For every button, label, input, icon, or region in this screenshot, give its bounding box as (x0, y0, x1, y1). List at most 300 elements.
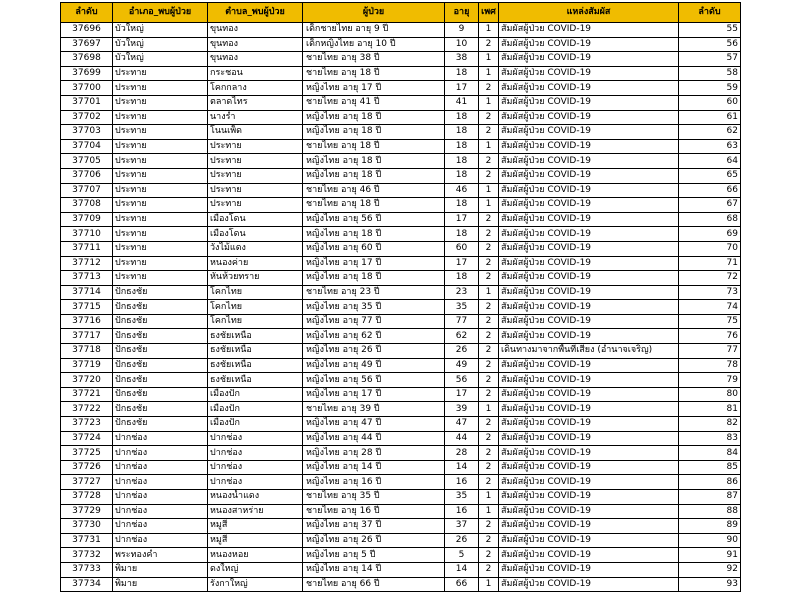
cell-source: สัมผัสผู้ป่วย COVID-19 (499, 198, 679, 213)
cell-district: ปักธงชัย (113, 402, 208, 417)
cell-sex: 2 (479, 81, 499, 96)
cell-order: 79 (679, 373, 741, 388)
cell-source: สัมผัสผู้ป่วย COVID-19 (499, 475, 679, 490)
cell-order: 89 (679, 519, 741, 534)
cell-age: 18 (445, 198, 479, 213)
cell-patient: หญิงไทย อายุ 5 ปี (303, 548, 445, 563)
cell-patient: หญิงไทย อายุ 60 ปี (303, 241, 445, 256)
table-row (61, 212, 741, 227)
cell-id: 37719 (61, 358, 113, 373)
cell-age: 14 (445, 562, 479, 577)
cell-sex: 2 (479, 241, 499, 256)
cell-source: สัมผัสผู้ป่วย COVID-19 (499, 358, 679, 373)
table-row (61, 139, 741, 154)
cell-age: 17 (445, 256, 479, 271)
cell-district: ปากช่อง (113, 504, 208, 519)
table-row (61, 490, 741, 505)
cell-order: 63 (679, 139, 741, 154)
cell-sex: 2 (479, 431, 499, 446)
cell-source: สัมผัสผู้ป่วย COVID-19 (499, 23, 679, 38)
cell-district: ประทาย (113, 241, 208, 256)
cell-age: 60 (445, 241, 479, 256)
cell-id: 37710 (61, 227, 113, 242)
cell-patient: เด็กหญิงไทย อายุ 10 ปี (303, 37, 445, 52)
cell-district: ปากช่อง (113, 519, 208, 534)
cell-sex: 2 (479, 314, 499, 329)
cell-sex: 2 (479, 519, 499, 534)
cell-subdistrict: กระชอน (208, 66, 303, 81)
cell-id: 37715 (61, 300, 113, 315)
cell-order: 86 (679, 475, 741, 490)
cell-id: 37726 (61, 460, 113, 475)
cell-source: สัมผัสผู้ป่วย COVID-19 (499, 81, 679, 96)
cell-sex: 2 (479, 417, 499, 432)
cell-age: 18 (445, 66, 479, 81)
cell-patient: หญิงไทย อายุ 56 ปี (303, 212, 445, 227)
cell-source: สัมผัสผู้ป่วย COVID-19 (499, 256, 679, 271)
cell-district: ปากช่อง (113, 475, 208, 490)
cell-age: 56 (445, 373, 479, 388)
cell-subdistrict: ขุนทอง (208, 37, 303, 52)
cell-patient: หญิงไทย อายุ 26 ปี (303, 533, 445, 548)
cell-id: 37717 (61, 329, 113, 344)
cell-subdistrict: โคกไทย (208, 314, 303, 329)
cell-sex: 1 (479, 577, 499, 592)
cell-age: 39 (445, 402, 479, 417)
cell-age: 18 (445, 110, 479, 125)
cell-id: 37707 (61, 183, 113, 198)
table-row (61, 417, 741, 432)
cell-order: 87 (679, 490, 741, 505)
cell-subdistrict: โคกกลาง (208, 81, 303, 96)
cell-subdistrict: ธงชัยเหนือ (208, 358, 303, 373)
cell-subdistrict: หมูสี (208, 533, 303, 548)
cell-subdistrict: เมืองโดน (208, 227, 303, 242)
cell-source: สัมผัสผู้ป่วย COVID-19 (499, 139, 679, 154)
cell-subdistrict: โคกไทย (208, 300, 303, 315)
cell-source: สัมผัสผู้ป่วย COVID-19 (499, 490, 679, 505)
cell-age: 5 (445, 548, 479, 563)
cell-sex: 2 (479, 373, 499, 388)
cell-source: สัมผัสผู้ป่วย COVID-19 (499, 212, 679, 227)
cell-id: 37704 (61, 139, 113, 154)
cell-district: ปักธงชัย (113, 300, 208, 315)
cell-source: สัมผัสผู้ป่วย COVID-19 (499, 577, 679, 592)
cell-sex: 1 (479, 285, 499, 300)
cell-source: สัมผัสผู้ป่วย COVID-19 (499, 329, 679, 344)
cell-age: 10 (445, 37, 479, 52)
cell-subdistrict: โนนเพ็ด (208, 125, 303, 140)
cell-id: 37699 (61, 66, 113, 81)
table-row (61, 110, 741, 125)
cell-subdistrict: โคกไทย (208, 285, 303, 300)
cell-district: ประทาย (113, 271, 208, 286)
header-subdistrict: ตำบล_พบผู้ป่วย (208, 3, 303, 23)
table-row (61, 227, 741, 242)
cell-id: 37700 (61, 81, 113, 96)
cell-district: ปักธงชัย (113, 358, 208, 373)
cell-subdistrict: ประทาย (208, 139, 303, 154)
cell-source: สัมผัสผู้ป่วย COVID-19 (499, 95, 679, 110)
cell-patient: ชายไทย อายุ 46 ปี (303, 183, 445, 198)
cell-source: สัมผัสผู้ป่วย COVID-19 (499, 227, 679, 242)
cell-district: ปากช่อง (113, 446, 208, 461)
cell-sex: 1 (479, 95, 499, 110)
header-sex: เพศ (479, 3, 499, 23)
cell-source: สัมผัสผู้ป่วย COVID-19 (499, 431, 679, 446)
cell-source: สัมผัสผู้ป่วย COVID-19 (499, 66, 679, 81)
cell-id: 37734 (61, 577, 113, 592)
cell-source: สัมผัสผู้ป่วย COVID-19 (499, 504, 679, 519)
cell-subdistrict: ขุนทอง (208, 23, 303, 38)
cell-age: 35 (445, 300, 479, 315)
cell-district: ปักธงชัย (113, 314, 208, 329)
cell-source: สัมผัสผู้ป่วย COVID-19 (499, 417, 679, 432)
cell-subdistrict: หนองค่าย (208, 256, 303, 271)
cell-age: 28 (445, 446, 479, 461)
cell-subdistrict: ประทาย (208, 168, 303, 183)
cell-source: สัมผัสผู้ป่วย COVID-19 (499, 52, 679, 67)
cell-order: 70 (679, 241, 741, 256)
cell-patient: หญิงไทย อายุ 44 ปี (303, 431, 445, 446)
cell-subdistrict: หมูสี (208, 519, 303, 534)
cell-id: 37716 (61, 314, 113, 329)
cell-id: 37733 (61, 562, 113, 577)
cell-id: 37723 (61, 417, 113, 432)
cell-patient: ชายไทย อายุ 35 ปี (303, 490, 445, 505)
table-row (61, 329, 741, 344)
cell-id: 37711 (61, 241, 113, 256)
cell-sex: 2 (479, 387, 499, 402)
table-row (61, 95, 741, 110)
cell-age: 41 (445, 95, 479, 110)
cell-sex: 2 (479, 475, 499, 490)
cell-district: ประทาย (113, 81, 208, 96)
table-row (61, 168, 741, 183)
cell-sex: 2 (479, 227, 499, 242)
cell-source: สัมผัสผู้ป่วย COVID-19 (499, 460, 679, 475)
cell-district: ประทาย (113, 154, 208, 169)
cell-id: 37731 (61, 533, 113, 548)
cell-subdistrict: ขุนทอง (208, 52, 303, 67)
cell-order: 65 (679, 168, 741, 183)
cell-id: 37728 (61, 490, 113, 505)
cell-subdistrict: ปากช่อง (208, 475, 303, 490)
cell-subdistrict: นางรำ (208, 110, 303, 125)
cell-patient: หญิงไทย อายุ 17 ปี (303, 387, 445, 402)
cell-sex: 2 (479, 168, 499, 183)
cell-order: 90 (679, 533, 741, 548)
cell-age: 16 (445, 504, 479, 519)
cell-id: 37725 (61, 446, 113, 461)
cell-age: 18 (445, 154, 479, 169)
table-row (61, 198, 741, 213)
cell-source: สัมผัสผู้ป่วย COVID-19 (499, 387, 679, 402)
cell-order: 68 (679, 212, 741, 227)
cell-district: ประทาย (113, 95, 208, 110)
table-row (61, 52, 741, 67)
cell-patient: หญิงไทย อายุ 35 ปี (303, 300, 445, 315)
table-row (61, 358, 741, 373)
cell-district: ประทาย (113, 256, 208, 271)
cell-patient: หญิงไทย อายุ 17 ปี (303, 256, 445, 271)
header-row (61, 3, 741, 23)
cell-sex: 1 (479, 183, 499, 198)
cell-sex: 2 (479, 256, 499, 271)
cell-sex: 2 (479, 533, 499, 548)
cell-district: ปักธงชัย (113, 344, 208, 359)
cell-patient: หญิงไทย อายุ 16 ปี (303, 475, 445, 490)
cell-sex: 1 (479, 490, 499, 505)
cell-order: 82 (679, 417, 741, 432)
table-row (61, 300, 741, 315)
cell-district: ประทาย (113, 125, 208, 140)
cell-age: 26 (445, 533, 479, 548)
cell-subdistrict: ประทาย (208, 183, 303, 198)
cell-district: ประทาย (113, 183, 208, 198)
cell-age: 18 (445, 168, 479, 183)
cell-district: ประทาย (113, 168, 208, 183)
cell-district: ปากช่อง (113, 490, 208, 505)
table-row (61, 533, 741, 548)
table-row (61, 314, 741, 329)
cell-id: 37732 (61, 548, 113, 563)
cell-age: 35 (445, 490, 479, 505)
cell-order: 77 (679, 344, 741, 359)
cell-subdistrict: เมืองปัก (208, 417, 303, 432)
cell-district: ปักธงชัย (113, 285, 208, 300)
cell-district: พระทองคำ (113, 548, 208, 563)
cell-id: 37727 (61, 475, 113, 490)
cell-id: 37730 (61, 519, 113, 534)
cell-source: สัมผัสผู้ป่วย COVID-19 (499, 300, 679, 315)
cell-sex: 2 (479, 154, 499, 169)
cell-patient: ชายไทย อายุ 39 ปี (303, 402, 445, 417)
cell-district: ปักธงชัย (113, 329, 208, 344)
cell-subdistrict: ประทาย (208, 154, 303, 169)
cell-district: ปักธงชัย (113, 417, 208, 432)
cell-source: สัมผัสผู้ป่วย COVID-19 (499, 373, 679, 388)
table-body (61, 23, 741, 592)
cell-subdistrict: หันห้วยทราย (208, 271, 303, 286)
cell-patient: หญิงไทย อายุ 28 ปี (303, 446, 445, 461)
cell-subdistrict: ประทาย (208, 198, 303, 213)
cell-sex: 1 (479, 402, 499, 417)
cell-order: 59 (679, 81, 741, 96)
cell-source: สัมผัสผู้ป่วย COVID-19 (499, 446, 679, 461)
cell-order: 81 (679, 402, 741, 417)
cell-order: 83 (679, 431, 741, 446)
cell-id: 37714 (61, 285, 113, 300)
cell-patient: หญิงไทย อายุ 37 ปี (303, 519, 445, 534)
cell-sex: 2 (479, 344, 499, 359)
cell-patient: ชายไทย อายุ 16 ปี (303, 504, 445, 519)
cell-age: 38 (445, 52, 479, 67)
cell-sex: 1 (479, 23, 499, 38)
cell-patient: หญิงไทย อายุ 18 ปี (303, 168, 445, 183)
cell-order: 62 (679, 125, 741, 140)
cell-id: 37701 (61, 95, 113, 110)
cell-order: 57 (679, 52, 741, 67)
spreadsheet (60, 2, 741, 592)
cell-sex: 1 (479, 66, 499, 81)
cell-district: ประทาย (113, 198, 208, 213)
cell-age: 17 (445, 81, 479, 96)
cell-subdistrict: วังไม้แดง (208, 241, 303, 256)
cell-order: 66 (679, 183, 741, 198)
cell-id: 37713 (61, 271, 113, 286)
cell-patient: หญิงไทย อายุ 17 ปี (303, 81, 445, 96)
cell-source: สัมผัสผู้ป่วย COVID-19 (499, 241, 679, 256)
cell-subdistrict: เมืองปัก (208, 387, 303, 402)
cell-patient: ชายไทย อายุ 41 ปี (303, 95, 445, 110)
cell-age: 18 (445, 125, 479, 140)
cell-order: 88 (679, 504, 741, 519)
cell-patient: ชายไทย อายุ 18 ปี (303, 66, 445, 81)
cell-id: 37697 (61, 37, 113, 52)
cell-district: ปากช่อง (113, 533, 208, 548)
cell-sex: 2 (479, 562, 499, 577)
cell-source: สัมผัสผู้ป่วย COVID-19 (499, 271, 679, 286)
cell-subdistrict: หนองน้ำแดง (208, 490, 303, 505)
cell-district: ประทาย (113, 110, 208, 125)
cell-order: 75 (679, 314, 741, 329)
cell-source: สัมผัสผู้ป่วย COVID-19 (499, 168, 679, 183)
cell-subdistrict: ปากช่อง (208, 460, 303, 475)
cell-subdistrict: ปากช่อง (208, 446, 303, 461)
cell-order: 67 (679, 198, 741, 213)
cell-source: สัมผัสผู้ป่วย COVID-19 (499, 519, 679, 534)
cell-sex: 2 (479, 300, 499, 315)
cell-patient: หญิงไทย อายุ 18 ปี (303, 271, 445, 286)
cell-id: 37718 (61, 344, 113, 359)
table-row (61, 431, 741, 446)
table-row (61, 562, 741, 577)
cell-age: 44 (445, 431, 479, 446)
cell-sex: 2 (479, 460, 499, 475)
cell-id: 37705 (61, 154, 113, 169)
cell-patient: ชายไทย อายุ 18 ปี (303, 139, 445, 154)
cell-id: 37702 (61, 110, 113, 125)
cell-order: 85 (679, 460, 741, 475)
patient-table (60, 2, 741, 592)
cell-source: สัมผัสผู้ป่วย COVID-19 (499, 548, 679, 563)
cell-sex: 2 (479, 212, 499, 227)
cell-patient: เด็กชายไทย อายุ 9 ปี (303, 23, 445, 38)
cell-patient: หญิงไทย อายุ 18 ปี (303, 125, 445, 140)
header-source: แหล่งสัมผัส (499, 3, 679, 23)
cell-sex: 2 (479, 548, 499, 563)
cell-age: 14 (445, 460, 479, 475)
cell-subdistrict: ดงใหญ่ (208, 562, 303, 577)
cell-subdistrict: หนองสาหร่าย (208, 504, 303, 519)
cell-district: บัวใหญ่ (113, 52, 208, 67)
cell-patient: ชายไทย อายุ 23 ปี (303, 285, 445, 300)
cell-patient: หญิงไทย อายุ 18 ปี (303, 154, 445, 169)
cell-patient: หญิงไทย อายุ 14 ปี (303, 460, 445, 475)
cell-source: สัมผัสผู้ป่วย COVID-19 (499, 285, 679, 300)
cell-district: ประทาย (113, 66, 208, 81)
table-row (61, 460, 741, 475)
cell-age: 46 (445, 183, 479, 198)
cell-sex: 1 (479, 504, 499, 519)
cell-age: 66 (445, 577, 479, 592)
cell-sex: 2 (479, 125, 499, 140)
table-row (61, 475, 741, 490)
cell-sex: 1 (479, 52, 499, 67)
cell-sex: 2 (479, 37, 499, 52)
cell-source: สัมผัสผู้ป่วย COVID-19 (499, 183, 679, 198)
cell-order: 64 (679, 154, 741, 169)
cell-age: 17 (445, 212, 479, 227)
cell-age: 18 (445, 227, 479, 242)
table-row (61, 548, 741, 563)
table-row (61, 271, 741, 286)
cell-sex: 1 (479, 198, 499, 213)
cell-patient: หญิงไทย อายุ 26 ปี (303, 344, 445, 359)
cell-age: 18 (445, 271, 479, 286)
cell-order: 72 (679, 271, 741, 286)
cell-district: พิมาย (113, 577, 208, 592)
cell-district: ประทาย (113, 212, 208, 227)
cell-id: 37698 (61, 52, 113, 67)
cell-order: 60 (679, 95, 741, 110)
cell-order: 91 (679, 548, 741, 563)
cell-sex: 2 (479, 329, 499, 344)
cell-age: 17 (445, 387, 479, 402)
cell-source: สัมผัสผู้ป่วย COVID-19 (499, 37, 679, 52)
cell-subdistrict: เมืองโดน (208, 212, 303, 227)
cell-district: พิมาย (113, 562, 208, 577)
cell-district: บัวใหญ่ (113, 23, 208, 38)
table-row (61, 402, 741, 417)
cell-order: 58 (679, 66, 741, 81)
cell-age: 62 (445, 329, 479, 344)
cell-patient: หญิงไทย อายุ 62 ปี (303, 329, 445, 344)
cell-order: 71 (679, 256, 741, 271)
cell-id: 37729 (61, 504, 113, 519)
cell-order: 55 (679, 23, 741, 38)
cell-patient: หญิงไทย อายุ 77 ปี (303, 314, 445, 329)
cell-source: สัมผัสผู้ป่วย COVID-19 (499, 314, 679, 329)
table-row (61, 344, 741, 359)
table-row (61, 23, 741, 38)
cell-order: 61 (679, 110, 741, 125)
cell-sex: 2 (479, 358, 499, 373)
cell-subdistrict: ธงชัยเหนือ (208, 344, 303, 359)
cell-order: 92 (679, 562, 741, 577)
table-row (61, 154, 741, 169)
cell-age: 26 (445, 344, 479, 359)
cell-patient: หญิงไทย อายุ 18 ปี (303, 110, 445, 125)
header-district: อำเภอ_พบผู้ป่วย (113, 3, 208, 23)
cell-id: 37712 (61, 256, 113, 271)
cell-age: 23 (445, 285, 479, 300)
cell-id: 37724 (61, 431, 113, 446)
table-row (61, 387, 741, 402)
cell-subdistrict: ปากช่อง (208, 431, 303, 446)
header-seq: ลำดับ (61, 3, 113, 23)
table-row (61, 373, 741, 388)
cell-id: 37706 (61, 168, 113, 183)
cell-source: เดินทางมาจากพื้นที่เสี่ยง (อำนาจเจริญ) (499, 344, 679, 359)
cell-order: 78 (679, 358, 741, 373)
cell-patient: ชายไทย อายุ 18 ปี (303, 198, 445, 213)
table-row (61, 256, 741, 271)
cell-district: บัวใหญ่ (113, 37, 208, 52)
cell-sex: 2 (479, 110, 499, 125)
cell-subdistrict: ตลาดไทร (208, 95, 303, 110)
